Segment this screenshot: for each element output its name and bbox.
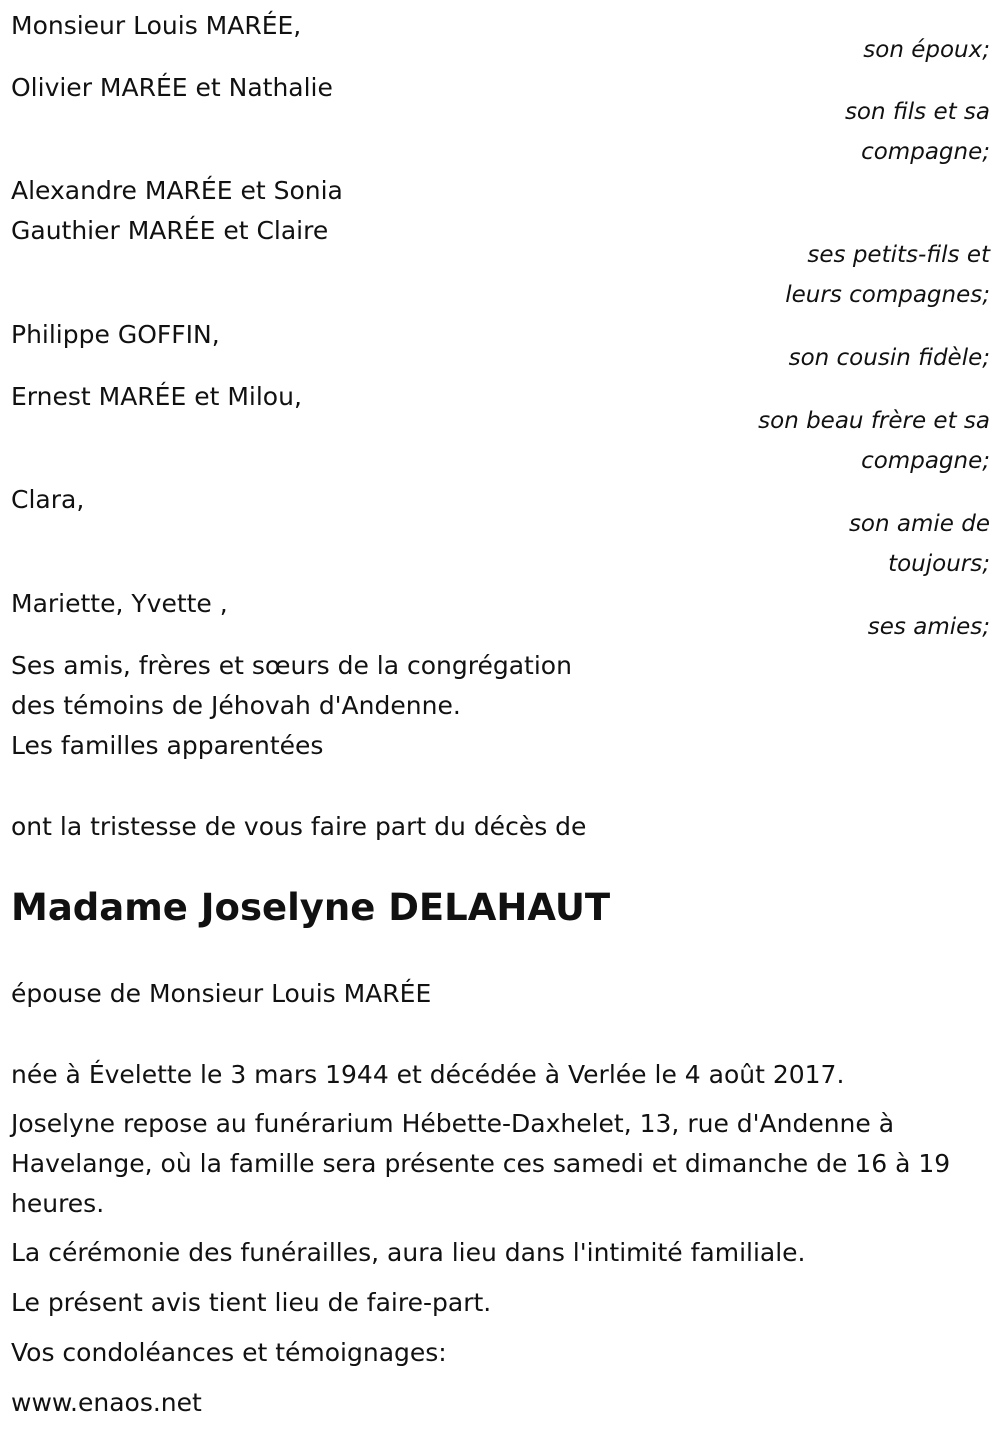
- others-line: des témoins de Jéhovah d'Andenne.: [11, 691, 461, 720]
- deceased-name: Madame Joselyne DELAHAUT: [11, 886, 611, 929]
- family-names-grandsons: [11, 171, 343, 251]
- repose-paragraph: Joselyne repose au funérarium Hébette-Daxhelet, 13, rue d'Andenne à Havelange, où la famille sera présente ces samedi et dimanche de 16 à 19 heures.: [11, 1109, 951, 1218]
- family-name-friend: Clara,: [11, 485, 85, 514]
- family-role-cousin: [590, 338, 990, 378]
- role-line: compagne;: [861, 448, 990, 474]
- family-name-cousin: Philippe GOFFIN,: [11, 320, 220, 349]
- birth-death-line: née à Évelette le 3 mars 1944 et décédée à Verlée le 4 août 2017.: [11, 1060, 845, 1089]
- family-role-brother-in-law: [590, 401, 990, 481]
- role-line: son amie de: [848, 511, 990, 537]
- others-line: Ses amis, frères et sœurs de la congrégation: [11, 651, 572, 680]
- family-role-friends: [590, 607, 990, 647]
- others-line: Les familles apparentées: [11, 731, 324, 760]
- condolences-line: Vos condoléances et témoignages:: [11, 1338, 447, 1367]
- role-line: son beau frère et sa: [758, 408, 990, 434]
- family-role-son: [590, 92, 990, 172]
- role-line: ses petits-fils et: [807, 242, 990, 268]
- website-link[interactable]: www.enaos.net: [11, 1388, 202, 1417]
- family-name-grandson: Alexandre MARÉE et Sonia: [11, 176, 343, 205]
- family-role-spouse: [590, 30, 990, 70]
- role-line: son cousin fidèle;: [788, 345, 990, 371]
- role-line: toujours;: [888, 551, 990, 577]
- family-name-spouse: Monsieur Louis MARÉE,: [11, 11, 302, 40]
- role-line: compagne;: [861, 139, 990, 165]
- role-line: leurs compagnes;: [785, 282, 990, 308]
- family-name-grandson: Gauthier MARÉE et Claire: [11, 216, 329, 245]
- role-line: son fils et sa: [844, 99, 990, 125]
- notice-line: Le présent avis tient lieu de faire-part.: [11, 1288, 492, 1317]
- family-name-friends: Mariette, Yvette ,: [11, 589, 228, 618]
- announcement-intro: ont la tristesse de vous faire part du décès de: [11, 812, 587, 841]
- role-line: son époux;: [863, 37, 990, 63]
- family-role-friend: [590, 504, 990, 584]
- family-role-grandsons: [590, 235, 990, 315]
- spouse-line: épouse de Monsieur Louis MARÉE: [11, 979, 432, 1008]
- role-line: ses amies;: [867, 614, 990, 640]
- ceremony-line: La cérémonie des funérailles, aura lieu dans l'intimité familiale.: [11, 1238, 806, 1267]
- others-block: [11, 646, 572, 766]
- family-name-son: Olivier MARÉE et Nathalie: [11, 73, 333, 102]
- family-name-brother-in-law: Ernest MARÉE et Milou,: [11, 382, 302, 411]
